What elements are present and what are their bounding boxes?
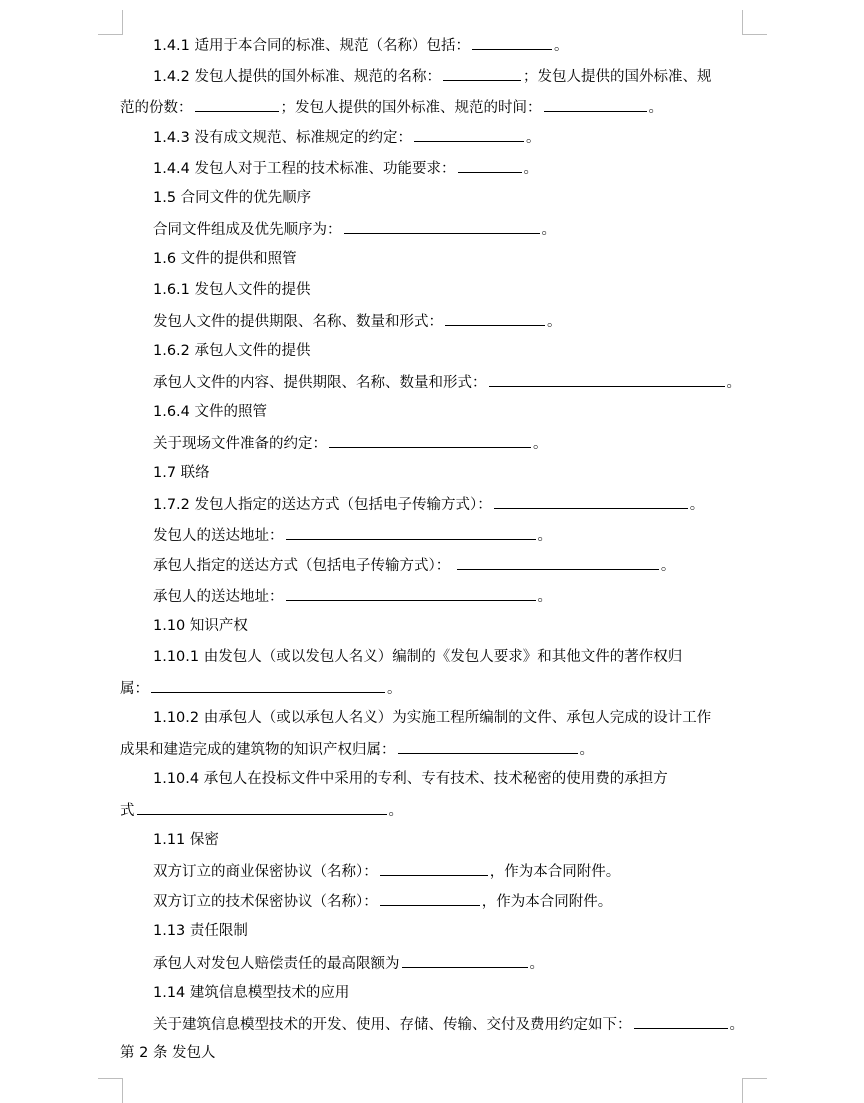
text-line <box>153 616 248 636</box>
text-line <box>153 372 741 393</box>
text-segment: 承包人对发包人赔偿责任的最高限额为 <box>153 956 400 972</box>
text-line <box>153 341 311 361</box>
text-segment: 。 <box>726 375 741 391</box>
text-line <box>153 402 267 422</box>
text-segment: 。 <box>660 558 676 574</box>
text-line <box>153 830 219 850</box>
fill-in-blank[interactable] <box>398 739 578 754</box>
text-segment: 1.10.4 承包人在投标文件中采用的专利、专有技术、技术秘密的使用费的承担方 <box>153 771 668 787</box>
text-segment: 属： <box>120 681 149 697</box>
fill-in-blank[interactable] <box>286 525 536 540</box>
fill-in-blank[interactable] <box>472 35 552 50</box>
text-line <box>153 158 538 179</box>
fill-in-blank[interactable] <box>380 891 480 906</box>
text-segment: 1.6.4 文件的照管 <box>153 404 268 420</box>
text-segment: 。 <box>689 497 705 513</box>
text-segment: 1.4.4 发包人对于工程的技术标准、功能要求： <box>153 161 456 177</box>
text-segment: ；发包人提供的国外标准、规范的时间： <box>280 100 542 116</box>
fill-in-blank[interactable] <box>151 678 385 693</box>
text-line <box>120 800 403 821</box>
text-segment: 。 <box>529 956 544 972</box>
text-segment: 1.13 责任限制 <box>153 923 248 939</box>
text-line <box>153 311 562 332</box>
text-segment: 发包人文件的提供期限、名称、数量和形式： <box>153 314 443 330</box>
fill-in-blank[interactable] <box>458 158 522 173</box>
text-segment: 。 <box>537 589 552 605</box>
fill-in-blank[interactable] <box>414 127 524 142</box>
text-segment: 。 <box>648 100 663 116</box>
text-segment: 。 <box>579 742 594 758</box>
text-segment: 承包人文件的内容、提供期限、名称、数量和形式： <box>153 375 487 391</box>
fill-in-blank[interactable] <box>195 97 279 112</box>
text-line <box>153 953 544 974</box>
text-line <box>153 525 552 546</box>
text-line <box>120 97 663 118</box>
text-line <box>153 555 675 576</box>
text-segment: 。 <box>388 803 403 819</box>
text-segment: 双方订立的技术保密协议（名称）： <box>153 894 378 910</box>
text-segment: 1.10 知识产权 <box>153 618 248 634</box>
text-segment: 。 <box>729 1017 744 1033</box>
text-segment: 。 <box>533 436 548 452</box>
fill-in-blank[interactable] <box>286 586 536 601</box>
text-line <box>153 1014 744 1035</box>
text-line <box>153 891 612 912</box>
text-segment: 关于建筑信息模型技术的开发、使用、存储、传输、交付及费用约定如下： <box>153 1017 632 1033</box>
text-segment: 双方订立的商业保密协议（名称）： <box>153 864 378 880</box>
text-segment: 1.11 保密 <box>153 832 219 848</box>
fill-in-blank[interactable] <box>443 66 521 81</box>
text-line <box>120 739 594 760</box>
text-segment: ，作为本合同附件。 <box>481 894 613 910</box>
fill-in-blank[interactable] <box>380 861 488 876</box>
text-line <box>153 127 541 148</box>
text-line <box>153 219 556 240</box>
fill-in-blank[interactable] <box>329 433 531 448</box>
fill-in-blank[interactable] <box>344 219 540 234</box>
text-line <box>120 1043 216 1063</box>
text-line <box>153 494 704 515</box>
fill-in-blank[interactable] <box>634 1014 728 1029</box>
text-line <box>153 35 569 56</box>
text-segment: 1.6 文件的提供和照管 <box>153 251 297 267</box>
text-line <box>153 708 711 728</box>
text-line <box>153 861 620 882</box>
text-segment: 。 <box>523 161 539 177</box>
text-segment: 关于现场文件准备的约定： <box>153 436 327 452</box>
text-segment: 。 <box>541 222 556 238</box>
text-segment: 。 <box>387 681 402 697</box>
text-segment: 1.4.3 没有成文规范、标准规定的约定： <box>153 130 413 146</box>
text-segment: 合同文件组成及优先顺序为： <box>153 222 342 238</box>
text-segment: 。 <box>526 130 541 146</box>
text-line <box>153 586 552 607</box>
text-segment: 1.10.2 由承包人（或以承包人名义）为实施工程所编制的文件、承包人完成的设计工作 <box>153 710 712 726</box>
text-segment: ，作为本合同附件。 <box>489 864 621 880</box>
fill-in-blank[interactable] <box>489 372 725 387</box>
text-segment: 范的份数： <box>120 100 193 116</box>
text-line <box>153 433 548 454</box>
text-segment: 承包人的送达地址： <box>153 589 284 605</box>
text-line <box>153 463 210 483</box>
text-line <box>153 249 297 269</box>
text-segment: 式 <box>120 803 135 819</box>
text-segment: 1.7 联络 <box>153 465 210 481</box>
text-line <box>153 188 311 208</box>
text-line <box>120 678 402 699</box>
text-segment: 1.6.1 发包人文件的提供 <box>153 282 311 298</box>
text-line <box>153 280 311 300</box>
text-segment: 1.7.2 发包人指定的送达方式（包括电子传输方式）： <box>153 497 492 513</box>
text-segment: 。 <box>537 528 552 544</box>
text-segment: 1.10.1 由发包人（或以发包人名义）编制的《发包人要求》和其他文件的著作权归 <box>153 649 683 665</box>
text-segment: 。 <box>554 38 569 54</box>
text-segment: 。 <box>547 314 562 330</box>
text-line <box>153 769 668 789</box>
text-segment: 1.4.2 发包人提供的国外标准、规范的名称： <box>153 69 442 85</box>
text-segment: ；发包人提供的国外标准、规 <box>523 69 712 85</box>
text-segment: 1.14 建筑信息模型技术的应用 <box>153 985 350 1001</box>
text-segment: 第 2 条 发包人 <box>120 1045 216 1061</box>
text-line <box>153 921 248 941</box>
text-line <box>153 647 682 667</box>
fill-in-blank[interactable] <box>402 953 528 968</box>
text-line <box>153 983 349 1003</box>
fill-in-blank[interactable] <box>457 555 659 570</box>
text-segment: 1.4.1 适用于本合同的标准、规范（名称）包括： <box>153 38 471 54</box>
text-segment: 1.6.2 承包人文件的提供 <box>153 343 311 359</box>
text-segment: 发包人的送达地址： <box>153 528 284 544</box>
text-line <box>153 66 712 87</box>
fill-in-blank[interactable] <box>445 311 545 326</box>
fill-in-blank[interactable] <box>494 494 688 509</box>
text-segment: 1.5 合同文件的优先顺序 <box>153 190 312 206</box>
text-segment: 承包人指定的送达方式（包括电子传输方式）： <box>153 558 455 574</box>
fill-in-blank[interactable] <box>544 97 647 112</box>
fill-in-blank[interactable] <box>137 800 387 815</box>
text-segment: 成果和建造完成的建筑物的知识产权归属： <box>120 742 396 758</box>
